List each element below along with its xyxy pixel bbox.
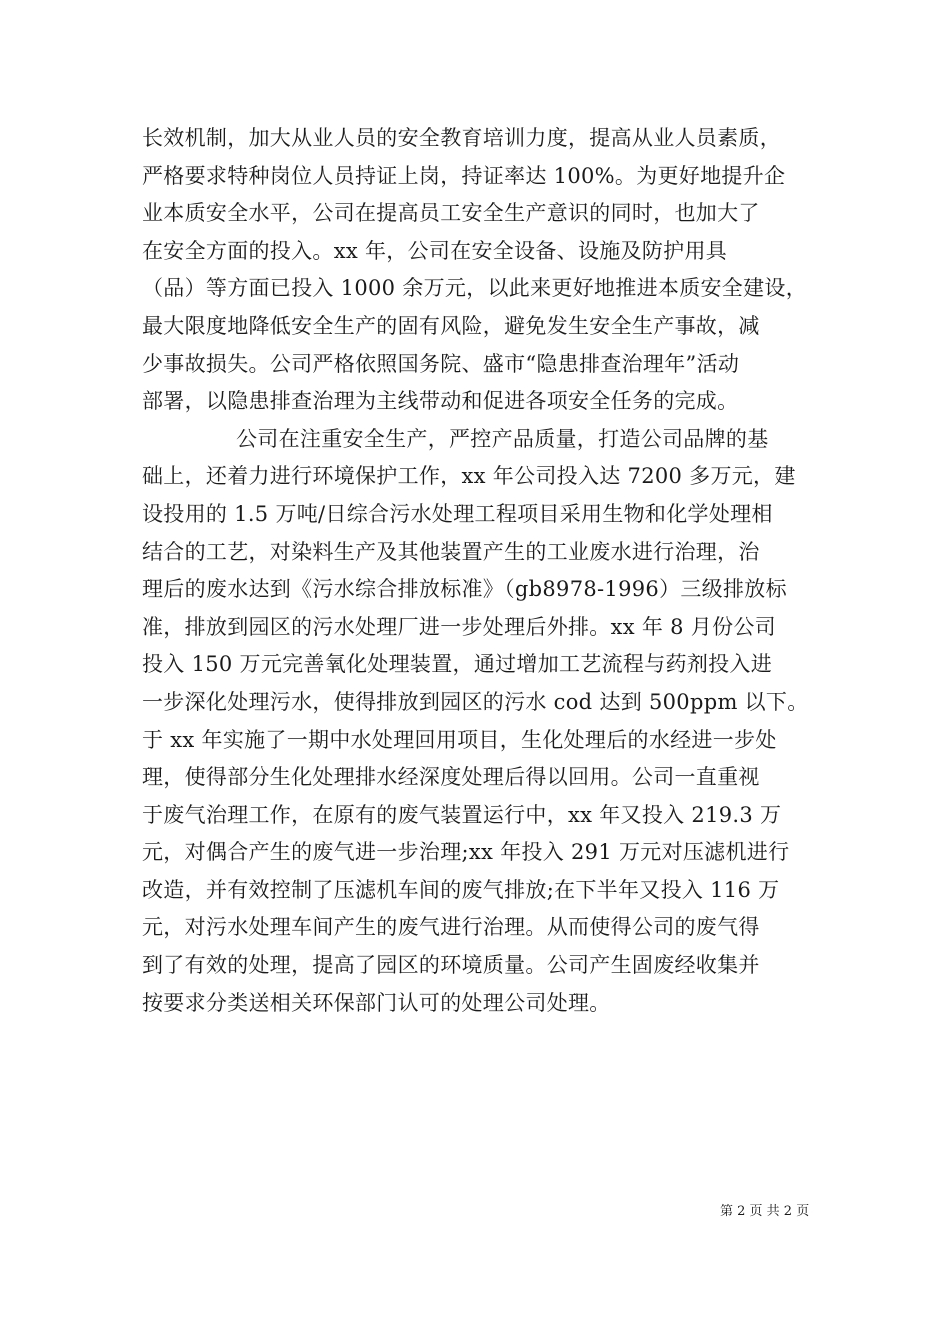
- text-line: 长效机制，加大从业人员的安全教育培训力度，提高从业人员素质，: [142, 126, 781, 150]
- text-line: （品）等方面已投入 1000 余万元，以此来更好地推进本质安全建设，: [142, 276, 807, 301]
- text-line: 少事故损失。公司严格依照国务院、盛市“隐患排查治理年”活动: [142, 351, 740, 376]
- text-line: 严格要求特种岗位人员持证上岗，持证率达 100%。为更好地提升企: [142, 163, 786, 188]
- text-line: 公司在注重安全生产，严控产品质量，打造公司品牌的基: [236, 426, 769, 451]
- text-line: 结合的工艺，对染料生产及其他装置产生的工业废水进行治理，治: [142, 539, 760, 564]
- paragraph-1: [142, 120, 827, 421]
- text-line: 投入 150 万元完善氧化处理装置，通过增加工艺流程与药剂投入进: [142, 652, 773, 677]
- document-body: [142, 120, 827, 1022]
- text-line: 理后的废水达到《污水综合排放标准》（gb8978-1996）三级排放标: [142, 577, 787, 602]
- text-line: 准，排放到园区的污水处理厂进一步处理后外排。xx 年 8 月份公司: [142, 614, 776, 639]
- text-line: 最大限度地降低安全生产的固有风险，避免发生安全生产事故，减: [142, 313, 760, 338]
- text-line: 于 xx 年实施了一期中水处理回用项目，生化处理后的水经进一步处: [142, 727, 777, 752]
- text-line: 理，使得部分生化处理排水经深度处理后得以回用。公司一直重视: [142, 765, 760, 790]
- text-line: 改造，并有效控制了压滤机车间的废气排放;在下半年又投入 116 万: [142, 877, 780, 902]
- text-line: 部署，以隐患排查治理为主线带动和促进各项安全任务的完成。: [142, 389, 739, 414]
- text-line: 础上，还着力进行环境保护工作，xx 年公司投入达 7200 多万元，建: [142, 464, 796, 489]
- text-line: 业本质安全水平，公司在提高员工安全生产意识的同时，也加大了: [142, 201, 760, 226]
- text-line: 到了有效的处理，提高了园区的环境质量。公司产生固废经收集并: [142, 953, 760, 978]
- text-line: 于废气治理工作，在原有的废气装置运行中，xx 年又投入 219.3 万: [142, 802, 782, 827]
- text-line: 在安全方面的投入。xx 年，公司在安全设备、设施及防护用具: [142, 238, 728, 263]
- page-number: 第 2 页 共 2 页: [720, 1204, 810, 1219]
- paragraph-2: [142, 421, 827, 1023]
- text-line: 元，对偶合产生的废气进一步治理;xx 年投入 291 万元对压滤机进行: [142, 840, 790, 865]
- text-line: 设投用的 1.5 万吨/日综合污水处理工程项目采用生物和化学处理相: [142, 501, 773, 526]
- text-line: 一步深化处理污水，使得排放到园区的污水 cod 达到 500ppm 以下。: [142, 689, 809, 714]
- text-line: 按要求分类送相关环保部门认可的处理公司处理。: [142, 990, 611, 1015]
- text-line: 元，对污水处理车间产生的废气进行治理。从而使得公司的废气得: [142, 915, 760, 940]
